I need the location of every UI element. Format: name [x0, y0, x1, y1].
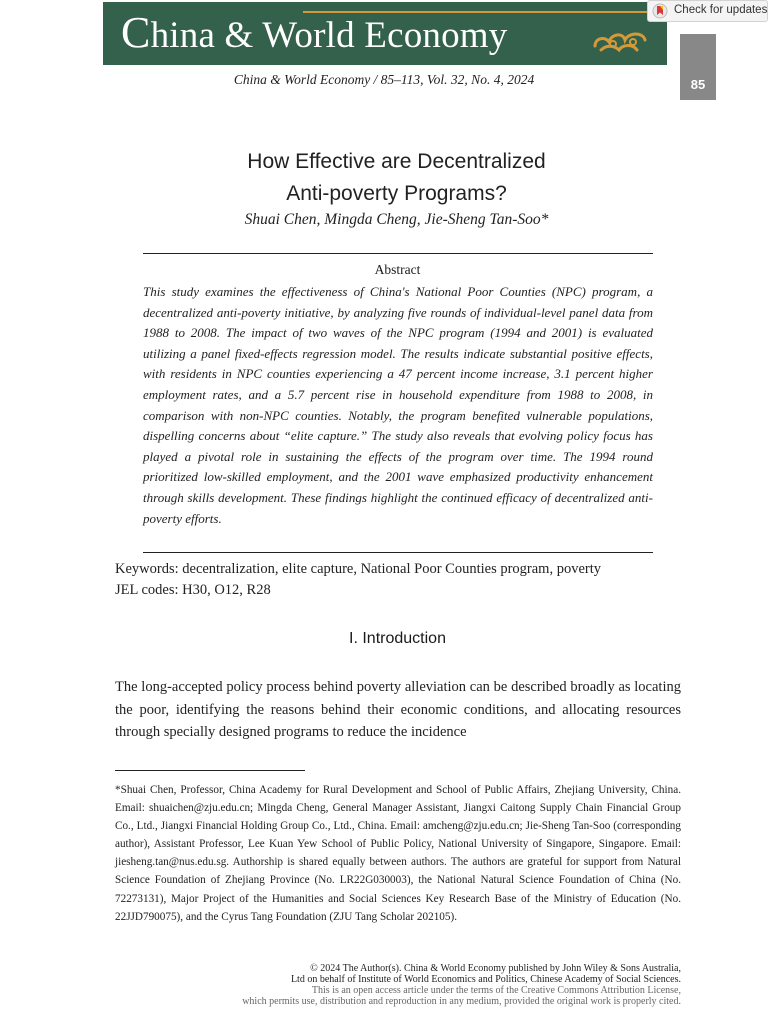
journal-title-rest: hina & World Economy	[150, 15, 508, 56]
introduction-paragraph: The long-accepted policy process behind poverty alleviation can be described broadly as locating the poor, identifying the reasons behind their economic conditions, and allocating resources through specially designed programs to reduce the incidence	[115, 679, 681, 740]
keywords: Keywords: decentralization, elite capture, National Poor Counties program, poverty	[115, 561, 602, 577]
article-title-line-1: How Effective are Decentralized	[247, 150, 546, 173]
journal-title	[121, 10, 508, 59]
cloud-ornament-icon	[591, 24, 651, 54]
journal-banner	[103, 2, 667, 65]
check-for-updates-label: Check for updates	[674, 4, 768, 16]
copyright-line-2: Ltd on behalf of Institute of World Economics and Politics, Chinese Academy of Social Sciences.	[290, 974, 681, 985]
article-title	[0, 146, 768, 210]
author-footnote: *Shuai Chen, Professor, China Academy for Rural Development and School of Public Affairs, Zhejiang University, China. Email: shuaichen@zju.edu.cn; Mingda Cheng, General Manager Assistant, Jiangxi Caitong Supply Chain Financial Group Co., Ltd., Jiangxi Financial Holding Group Co., Ltd., China. Email: amcheng@zju.edu.cn; Jie-Sheng Tan-Soo (corresponding author), Assistant Professor, Lee Kuan Yew School of Public Policy, National University of Singapore, Singapore. Email: jiesheng.tan@nus.edu.sg. Authorship is shared equally between authors. The authors are grateful for support from Natural Science Foundation of Zhejiang Province (No. LR22G030003), the National Natural Science Foundation of China (No. 72273131), Major Project of the Humanities and Social Sciences Key Research Base of the Ministry of Education (No. 22JJD790075), and the Cyrus Tang Foundation (ZJU Tang Scholar 202105).	[115, 784, 681, 923]
crossmark-icon	[652, 3, 668, 19]
check-for-updates-button[interactable]	[647, 0, 768, 22]
footnote-rule	[115, 770, 305, 771]
abstract-heading: Abstract	[374, 262, 421, 277]
license-line-2: which permits use, distribution and reproduction in any medium, provided the original work is properly cited.	[242, 996, 681, 1007]
article-title-line-2: Anti-poverty Programs?	[286, 182, 507, 205]
journal-citation: China & World Economy / 85–113, Vol. 32, No. 4, 2024	[233, 72, 535, 87]
copyright-line-1: © 2024 The Author(s). China & World Economy published by John Wiley & Sons Australia,	[310, 963, 681, 974]
page-number-tab	[680, 34, 716, 100]
section-heading: I. Introduction	[349, 630, 446, 647]
abstract-text: This study examines the effectiveness of China's National Poor Counties (NPC) program, a decentralized anti-poverty initiative, by analyzing five rounds of individual-level panel data from 1988 to 2008. The impact of two waves of the NPC program (1994 and 2001) is evaluated utilizing a panel fixed-effects regression model. The results indicate substantial positive effects, with residents in NPC counties experiencing a 47 percent income increase, 3.1 percent higher employment rates, and a 5.7 percent rise in household expenditure from 1988 to 2008, in comparison with non-NPC counties. Notably, the program benefited vulnerable populations, dispelling concerns about “elite capture.” The study also reveals that evolving policy focus has played a pivotal role in sustaining the effects of the program over time. The 1994 round prioritized low-skilled employment, and the 2001 wave emphasized productivity enhancement through skills development. These findings highlight the continued efficacy of decentralized anti-poverty efforts.	[143, 284, 653, 526]
author-list: Shuai Chen, Mingda Cheng, Jie-Sheng Tan-Soo*	[244, 211, 549, 228]
license-line-1: This is an open access article under the terms of the Creative Commons Attribution License,	[311, 985, 681, 996]
abstract-top-rule	[143, 253, 653, 254]
abstract-bottom-rule	[143, 552, 653, 553]
jel-codes: JEL codes: H30, O12, R28	[115, 582, 271, 598]
page-number: 85	[690, 77, 706, 92]
journal-title-initial: C	[121, 8, 151, 57]
